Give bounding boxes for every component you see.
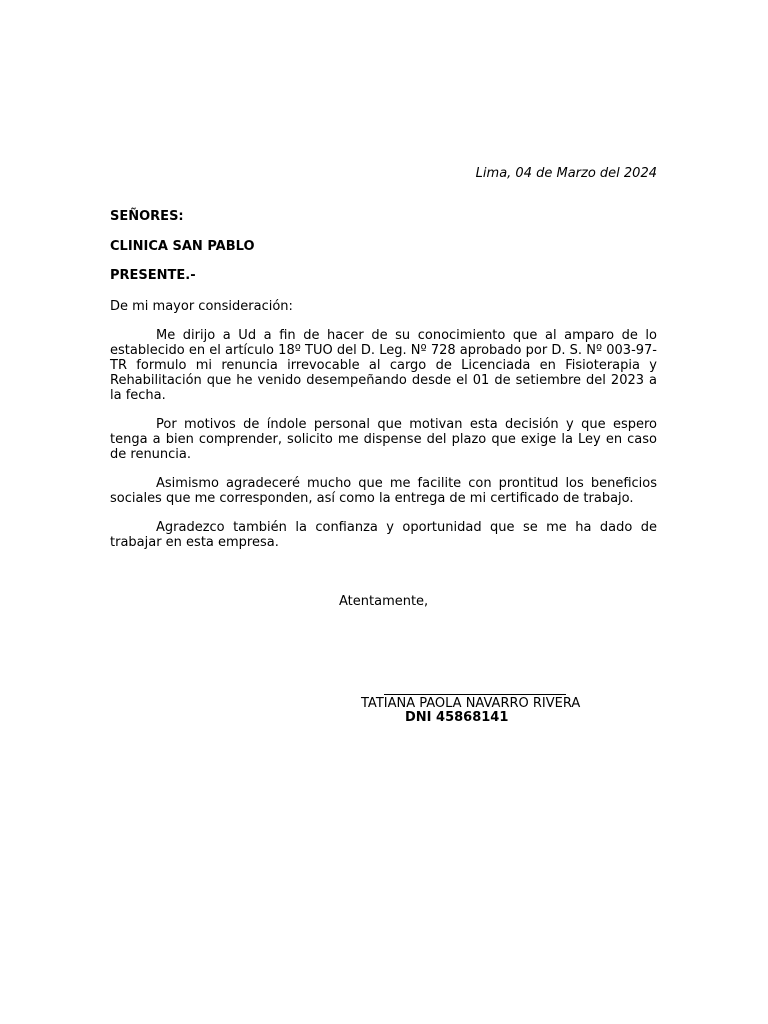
addressee-line-1: SEÑORES: (110, 209, 184, 224)
body-paragraph-1: Me dirijo a Ud a fin de hacer de su conocimiento que al amparo de lo establecido en el artículo 18º TUO del D. Leg. Nº 728 aprobado por D. S. Nº 003-97-TR formulo mi renuncia irrevocable al cargo de Licenciada en Fisioterapia y Rehabilitación que he venido desempeñando desde el 01 de setiembre del 2023 a la fecha. (110, 328, 657, 403)
addressee-line-3: PRESENTE.- (110, 268, 196, 283)
body-paragraph-4: Agradezco también la confianza y oportunidad que se me ha dado de trabajar en esta empresa. (110, 520, 657, 550)
signature-dni: DNI 45868141 (405, 710, 509, 725)
closing: Atentamente, (339, 594, 429, 609)
greeting: De mi mayor consideración: (110, 299, 293, 314)
body-paragraph-3: Asimismo agradeceré mucho que me facilite con prontitud los beneficios sociales que me corresponden, así como la entrega de mi certificado de trabajo. (110, 476, 657, 506)
addressee-line-2: CLINICA SAN PABLO (110, 239, 255, 254)
signature-line (384, 694, 566, 695)
signature-name: TATIANA PAOLA NAVARRO RIVERA (361, 696, 581, 711)
body-paragraph-2: Por motivos de índole personal que motivan esta decisión y que espero tenga a bien comprender, solicito me dispense del plazo que exige la Ley en caso de renuncia. (110, 417, 657, 462)
date-line: Lima, 04 de Marzo del 2024 (475, 166, 657, 181)
